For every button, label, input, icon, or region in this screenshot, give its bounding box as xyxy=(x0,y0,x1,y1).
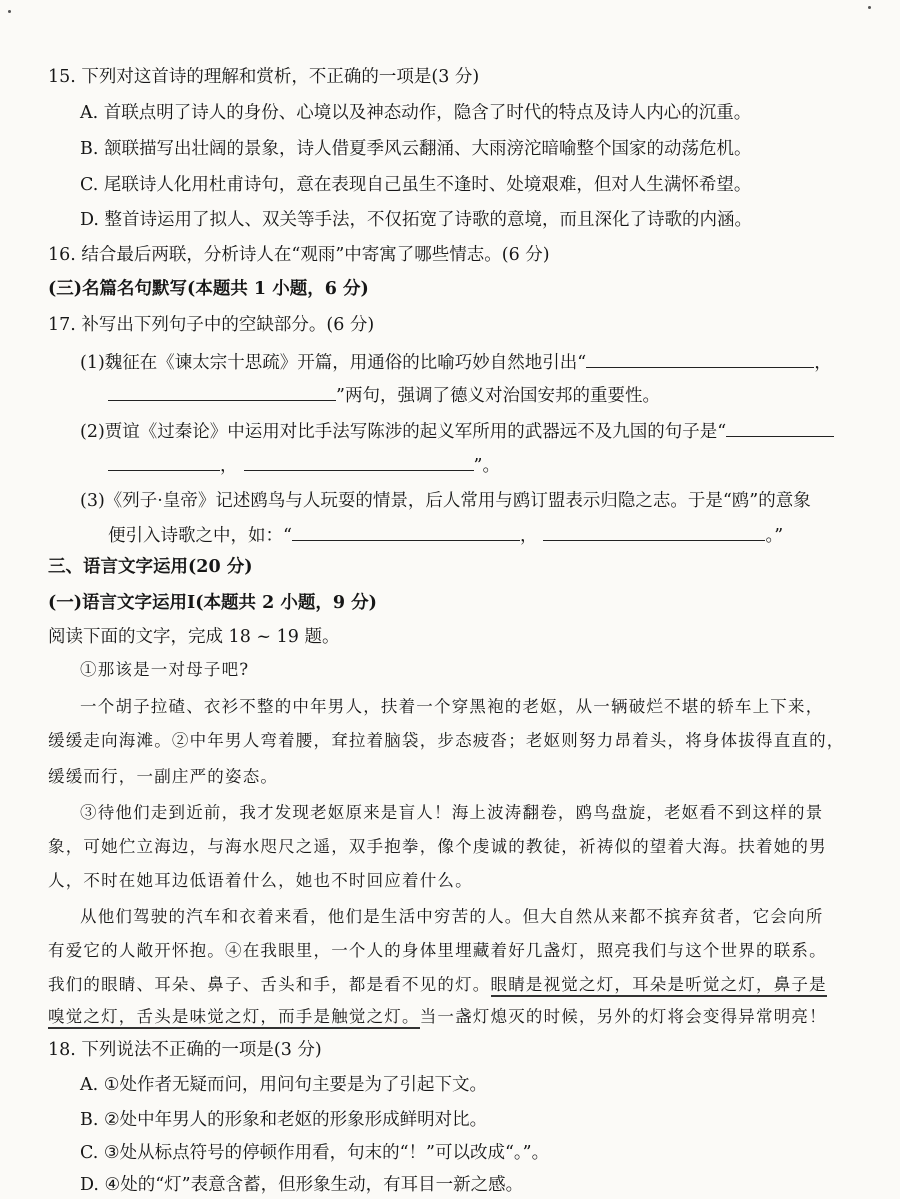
passage-text: 我们的眼睛、耳朵、鼻子、舌头和手，都是看不见的灯。 xyxy=(48,975,491,994)
q17-part2-line1 xyxy=(80,418,834,445)
q18-option-c: C. ③处从标点符号的停顿作用看，句末的“！”可以改成“。”。 xyxy=(80,1143,550,1163)
q18-option-d: D. ④处的“灯”表意含蓄，但形象生动，有耳目一新之感。 xyxy=(80,1175,524,1195)
q17-part1-line2 xyxy=(108,382,660,409)
q17-part1-text: (1)魏征在《谏太宗十思疏》开篇，用通俗的比喻巧妙自然地引出“ xyxy=(80,353,587,373)
q15-option-d: D. 整首诗运用了拟人、双关等手法，不仅拓宽了诗歌的意境，而且深化了诗歌的内涵。 xyxy=(80,210,753,230)
q17-part3-comma: ， xyxy=(519,526,538,546)
passage-line: 象，可她伫立海边，与海水咫尺之遥，双手抱拳，像个虔诚的教徒，祈祷似的望着大海。扶着她的男 xyxy=(48,837,827,856)
q17-part3-text2: 便引入诗歌之中，如：“ xyxy=(108,526,292,546)
passage-line: 缓缓而行，一副庄严的姿态。 xyxy=(48,767,279,786)
q18-option-b: B. ②处中年男人的形象和老妪的形象形成鲜明对比。 xyxy=(80,1110,488,1130)
answer-blank[interactable] xyxy=(108,382,336,401)
passage-line: 人，不时在她耳边低语着什么，她也不时回应着什么。 xyxy=(48,871,473,890)
answer-blank[interactable] xyxy=(726,418,834,437)
part3-heading: 三、语言文字运用(20 分) xyxy=(48,557,253,577)
q15-option-a: A. 首联点明了诗人的身份、心境以及神态动作，隐含了时代的特点及诗人内心的沉重。 xyxy=(80,103,752,123)
passage-line: ①那该是一对母子吧? xyxy=(80,660,250,679)
q17-part1-line1 xyxy=(80,349,832,376)
answer-blank[interactable] xyxy=(108,452,220,471)
q17-part2-line2 xyxy=(108,452,500,479)
subsection-heading: (一)语言文字运用Ⅰ(本题共 2 小题，9 分) xyxy=(48,593,377,613)
passage-line: ③待他们走到近前，我才发现老妪原来是盲人！海上波涛翻卷，鸥鸟盘旋，老妪看不到这样的景 xyxy=(80,803,824,822)
q17-stem: 17. 补写出下列句子中的空缺部分。(6 分) xyxy=(48,315,375,335)
q17-part2-end: ”。 xyxy=(473,456,500,476)
q18-stem: 18. 下列说法不正确的一项是(3 分) xyxy=(48,1040,322,1060)
q17-part1-text2: ”两句，强调了德义对治国安邦的重要性。 xyxy=(336,386,660,406)
passage-text: 当一盏灯熄灭的时候，另外的灯将会变得异常明亮！ xyxy=(419,1007,827,1026)
answer-blank[interactable] xyxy=(543,522,765,541)
q15-option-b: B. 颔联描写出壮阔的景象，诗人借夏季风云翻涌、大雨滂沱暗喻整个国家的动荡危机。 xyxy=(80,139,752,159)
scan-speck xyxy=(8,10,11,13)
passage-line xyxy=(48,972,827,998)
q16-stem: 16. 结合最后两联，分析诗人在“观雨”中寄寓了哪些情志。(6 分) xyxy=(48,245,550,265)
passage-line xyxy=(48,1004,827,1030)
answer-blank[interactable] xyxy=(586,349,814,368)
underlined-sentence: 嗅觉之灯，舌头是味觉之灯，而手是触觉之灯。 xyxy=(48,1007,420,1029)
passage-line: 从他们驾驶的汽车和衣着来看，他们是生活中穷苦的人。但大自然从来都不摈弃贫者，它会向所 xyxy=(80,907,824,926)
reading-instruction: 阅读下面的文字，完成 18 ~ 19 题。 xyxy=(48,627,340,647)
q17-part3-line2 xyxy=(108,522,783,549)
passage-line: 一个胡子拉碴、衣衫不整的中年男人，扶着一个穿黑袍的老妪，从一辆破烂不堪的轿车上下来， xyxy=(80,697,824,716)
q17-part3-end: 。” xyxy=(765,526,784,546)
scan-speck xyxy=(868,6,871,9)
underlined-sentence: 眼睛是视觉之灯，耳朵是听觉之灯，鼻子是 xyxy=(491,975,827,997)
q17-part1-comma: ， xyxy=(814,353,832,373)
q15-option-c: C. 尾联诗人化用杜甫诗句，意在表现自己虽生不逢时、处境艰难，但对人生满怀希望。 xyxy=(80,175,752,195)
q17-part2-text: (2)贾谊《过秦论》中运用对比手法写陈涉的起义军所用的武器远不及九国的句子是“ xyxy=(80,422,727,442)
passage-line: 有爱它的人敞开怀抱。④在我眼里，一个人的身体里埋藏着好几盏灯，照亮我们与这个世界的联系。 xyxy=(48,941,827,960)
q17-part3-text: (3)《列子·皇帝》记述鸥鸟与人玩耍的情景，后人常用与鸥订盟表示归隐之志。于是“鸥”的意象 xyxy=(80,491,811,511)
q15-stem: 15. 下列对这首诗的理解和赏析，不正确的一项是(3 分) xyxy=(48,67,480,87)
q18-option-a: A. ①处作者无疑而问，用问句主要是为了引起下文。 xyxy=(80,1075,487,1095)
q17-part3-line1 xyxy=(80,488,811,514)
q17-part2-comma: ， xyxy=(220,456,238,476)
answer-blank[interactable] xyxy=(244,452,474,471)
passage-line: 缓缓走向海滩。②中年男人弯着腰，耷拉着脑袋，步态疲沓；老妪则努力昂着头，将身体拔得直直的， xyxy=(48,731,845,750)
section-heading-recitation: (三)名篇名句默写(本题共 1 小题，6 分) xyxy=(48,279,369,299)
answer-blank[interactable] xyxy=(292,522,520,541)
